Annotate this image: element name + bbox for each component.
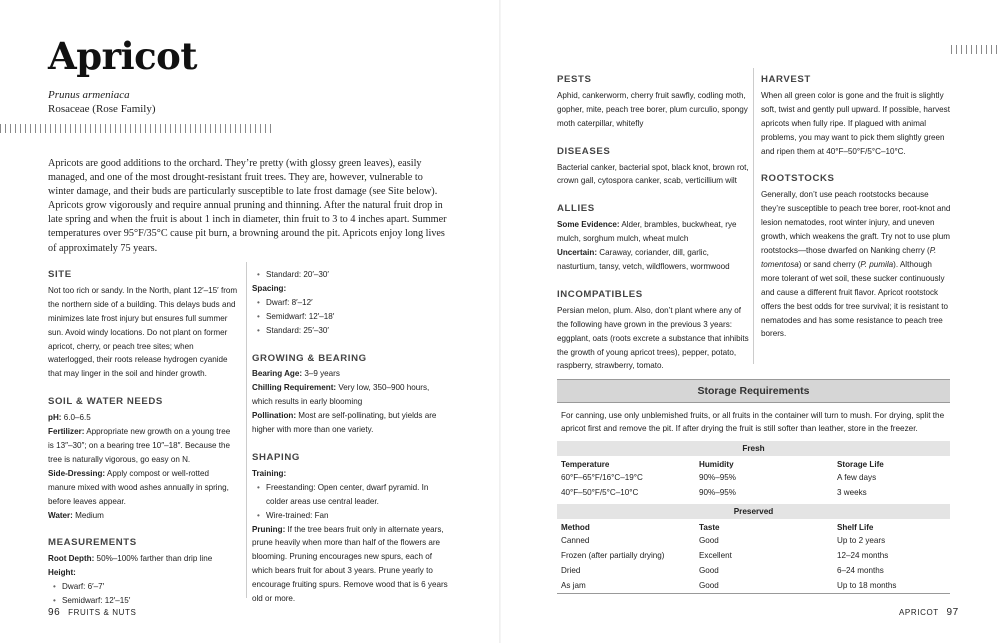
side-dressing-line: Side-Dressing: Apply compost or well-rotted manure mixed with wood ashes annually in spring, before leaves appear. (48, 468, 229, 506)
table-cell: Up to 18 months (833, 578, 950, 594)
fresh-table (557, 456, 950, 500)
allies-uncertain-line: Uncertain: Caraway, coriander, dill, garlic, nasturtium, tansy, vetch, wildflowers, wormwood (557, 248, 730, 271)
pests-text: Aphid, cankerworm, cherry fruit sawfly, codling moth, gopher, mite, peach tree borer, plum curculio, spongy moth caterpillar, whitefly (557, 90, 748, 128)
column-header: Taste (699, 523, 720, 532)
spacing-label: Spacing: (252, 283, 287, 293)
incompatibles-text: Persian melon, plum. Also, don’t plant where any of the following have grown in the previous 3 years: eggplant, oats (roots excrete a substance that inhibits the growth of young apricot trees), pepper, potato, raspberry, strawberry, tomato. (557, 305, 749, 371)
table-cell: 12–24 months (837, 551, 889, 560)
pests-heading: PESTS (557, 74, 592, 85)
page-number: 96 (48, 607, 61, 618)
page-title: Apricot (48, 34, 197, 78)
table-cell: Up to 2 years (837, 536, 886, 545)
table-cell: 3 weeks (837, 488, 867, 497)
table-row (557, 563, 950, 578)
preserved-band: Preserved (557, 504, 950, 519)
table-row (557, 548, 950, 563)
column-header: Storage Life (837, 460, 884, 469)
table-cell: Good (699, 536, 719, 545)
ph-line: pH: 6.0–6.5 (48, 413, 91, 423)
table-cell: 90%–95% (699, 473, 736, 482)
height-item: • Semidwarf: 12′–15′ (48, 594, 238, 608)
site-text: Not too rich or sandy. In the North, plant 12′–15′ from the northern side of a building. This delays buds and minimizes late frost injury but ensures full summer sun. Avoid windy locations. Do not plant on former apricot, cherry, or peach tree sites; when waterlogged, their roots release hydrogen cyanide that may linger in the soil and hinder growth. (48, 285, 238, 379)
column-header: Humidity (699, 460, 734, 469)
table-cell: 90%–95% (699, 488, 736, 497)
diseases-heading: DISEASES (557, 145, 611, 157)
column-header: Temperature (561, 460, 610, 469)
pollination-line: Pollination: Most are self-pollinating, but yields are higher with more than one variety. (252, 411, 437, 435)
fresh-band: Fresh (557, 441, 950, 456)
left-column-1 (48, 268, 238, 608)
height-item: • Dwarf: 6′–7′ (48, 580, 238, 594)
table-cell: 6–24 months (837, 566, 884, 575)
height-item: • Standard: 20′–30′ (252, 268, 448, 282)
folio-left (48, 607, 136, 618)
column-divider (753, 68, 754, 364)
growing-heading: GROWING & BEARING (252, 352, 367, 364)
table-cell: 40°F–50°F/5°C–10°C (561, 488, 639, 497)
soil-heading: SOIL & WATER NEEDS (48, 396, 163, 408)
pruning-line: Pruning: If the tree bears fruit only in alternate years, prune heavily when more than half of the flowers are blooming. Pruning encourages new spurs, each of which bears fruit for about 3 years. Prune yearly to encourage fruiting spurs. Remove wood that is 6 years old or more. (252, 524, 448, 604)
training-item: • Freestanding: Open center, dwarf pyramid. In colder areas use central leader. (252, 481, 448, 509)
column-divider (246, 262, 247, 598)
table-cell: Good (695, 578, 833, 594)
column-header: Method (561, 523, 590, 532)
storage-note: For canning, use only unblemished fruits, or all fruits in the container will turn to mush. For drying, split the apricot first and remove the pit. If after drying the fruit is still softer than leather, store in the freezer. (561, 411, 945, 433)
left-column-2 (252, 268, 448, 606)
table-cell: As jam (557, 578, 695, 594)
column-header: Shelf Life (837, 523, 874, 532)
storage-title: Storage Requirements (557, 379, 950, 403)
chilling-line: Chilling Requirement: Very low, 350–900 hours, which results in early blooming (252, 383, 430, 407)
section-name: FRUITS & NUTS (68, 608, 137, 617)
spacing-item: • Dwarf: 8′–12′ (252, 296, 448, 310)
latin-name: Prunus armeniaca (48, 89, 130, 101)
table-row (557, 533, 950, 548)
site-heading: SITE (48, 269, 72, 280)
diseases-text: Bacterial canker, bacterial spot, black knot, brown rot, crown gall, cytospora canker, scab, verticillium wilt (557, 162, 749, 186)
allies-some-line: Some Evidence: Alder, brambles, buckwheat, rye mulch, sorghum mulch, wheat mulch (557, 220, 737, 244)
table-row (557, 485, 950, 500)
training-item: • Wire-trained: Fan (252, 509, 448, 523)
spacing-item: • Semidwarf: 12′–18′ (252, 310, 448, 324)
intro-paragraph: Apricots are good additions to the orchard. They’re pretty (with glossy green leaves), easily managed, and one of the most drought-resistant fruit trees. They are, however, vulnerable to winter damage, and their buds are particularly susceptible to late frost damage (see Site below). Apricots grow vigorously and require annual pruning and thinning. After the natural fruit drop in late spring and when the fruit is about 1 inch in diameter, thin fruit to 3 to 4 inches apart. Summer temperatures over 95°F/35°C cause pit burn, a browning around the pit. Apricots enjoy long lives of approximately 75 years. (48, 158, 447, 254)
root-depth-line: Root Depth: 50%–100% farther than drip line (48, 554, 213, 564)
measurements-heading: MEASUREMENTS (48, 537, 137, 549)
table-cell: 60°F–65°F/16°C–19°C (561, 473, 643, 482)
preserved-table (557, 519, 950, 594)
table-cell: Canned (561, 536, 590, 545)
table-cell: Dried (561, 566, 581, 575)
rootstocks-text: Generally, don’t use peach rootstocks because they’re susceptible to peach tree borer, root-knot and lesion nematodes, root winter injury, and uneven growth, which weakens the graft. Try not to use plum rootstocks—those dwarfed on Nanking cherry (P. tomentosa) or sand cherry (P. pumila). Although more tolerant of wet soil, these sucker continuously and cause a different fruit flavor. Apricot rootstock offers the best odds for tree survival; it is resistant to nematodes and has some resistance to peach tree borers. (761, 190, 951, 339)
table-cell: Good (699, 566, 719, 575)
fertilizer-line: Fertilizer: Appropriate new growth on a young tree is 13″–30″; on a bearing tree 10″–18″. Because the tree is naturally vigorous, go easy on N. (48, 427, 231, 464)
folio-right (899, 607, 959, 618)
shaping-heading: SHAPING (252, 451, 300, 463)
table-cell: Excellent (699, 551, 732, 560)
page-number: 97 (946, 607, 959, 618)
section-name: APRICOT (899, 608, 939, 617)
training-label: Training: (252, 468, 287, 478)
right-column-1 (557, 73, 749, 373)
tick-rule-decoration (0, 124, 272, 133)
storage-requirements-box (557, 379, 950, 594)
table-row (557, 578, 950, 594)
harvest-text: When all green color is gone and the fruit is slightly soft, twist and gently pull upward. If possible, harvest apricots when fully ripe. If plagued with animal problems, you may want to pick them slightly green and ripen them at 40°F–50°F/5°C–10°C. (761, 90, 950, 156)
incompatibles-heading: INCOMPATIBLES (557, 288, 643, 300)
harvest-heading: HARVEST (761, 74, 811, 85)
table-header-row (557, 456, 950, 470)
height-label: Height: (48, 568, 76, 578)
rootstocks-heading: ROOTSTOCKS (761, 173, 835, 185)
spacing-item: • Standard: 25′–30′ (252, 324, 448, 338)
allies-heading: ALLIES (557, 203, 595, 215)
tick-rule-decoration (951, 45, 1000, 54)
table-cell: Frozen (after partially drying) (561, 551, 665, 560)
bearing-age-line: Bearing Age: 3–9 years (252, 369, 340, 379)
table-row (557, 470, 950, 485)
table-header-row (557, 519, 950, 533)
plant-family: Rosaceae (Rose Family) (48, 103, 156, 115)
table-cell: A few days (837, 473, 877, 482)
water-line: Water: Medium (48, 510, 104, 520)
right-column-2 (761, 73, 951, 341)
